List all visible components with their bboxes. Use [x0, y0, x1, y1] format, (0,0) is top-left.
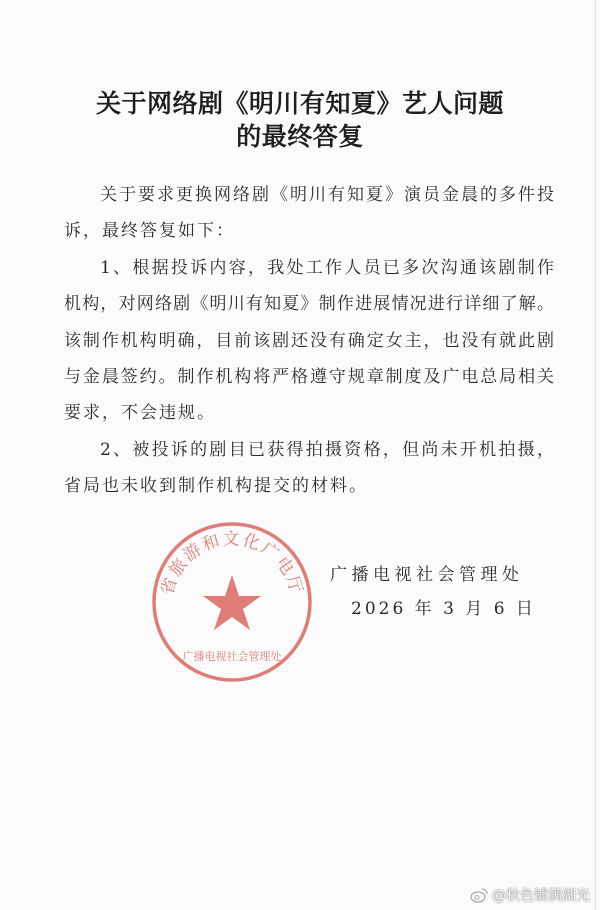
body-line: 要求，不会违规。 [64, 403, 216, 423]
body-line: 与金晨签约。制作机构将严格遵守规章制度及广电总局相关 [64, 367, 554, 387]
body-line: 关于要求更换网络剧《明川有知夏》演员金晨的多件投 [100, 185, 554, 205]
body-line: 机构，对网络剧《明川有知夏》制作进展情况进行详细了解。 [64, 294, 554, 314]
seal-outer-text: 省旅游和文化广电厅 [157, 529, 307, 598]
watermark-text: @秋色铺满湖光 [492, 888, 590, 904]
signature-office: 广播电视社会管理处 [330, 565, 524, 585]
watermark [470, 885, 590, 905]
document-title-line2: 的最终答复 [236, 122, 364, 151]
document-title-line1: 关于网络剧《明川有知夏》艺人问题 [95, 89, 504, 118]
seal-inner-text: 广播电视社会管理处 [182, 650, 282, 663]
body-line: 诉，最终答复如下： [64, 221, 235, 241]
official-seal [150, 520, 314, 684]
weibo-icon [470, 887, 488, 903]
body-line: 该制作机构明确，目前该剧还没有确定女主，也没有就此剧 [64, 331, 554, 351]
body-line: 1、根据投诉内容，我处工作人员已多次沟通该剧制作 [100, 258, 554, 278]
body-line: 2、被投诉的剧目已获得拍摄资格，但尚未开机拍摄， [100, 440, 554, 460]
signature-date: 2026 年 3 月 6 日 [351, 599, 536, 619]
star-icon [203, 575, 261, 630]
body-line: 省局也未收到制作机构提交的材料。 [64, 476, 368, 496]
